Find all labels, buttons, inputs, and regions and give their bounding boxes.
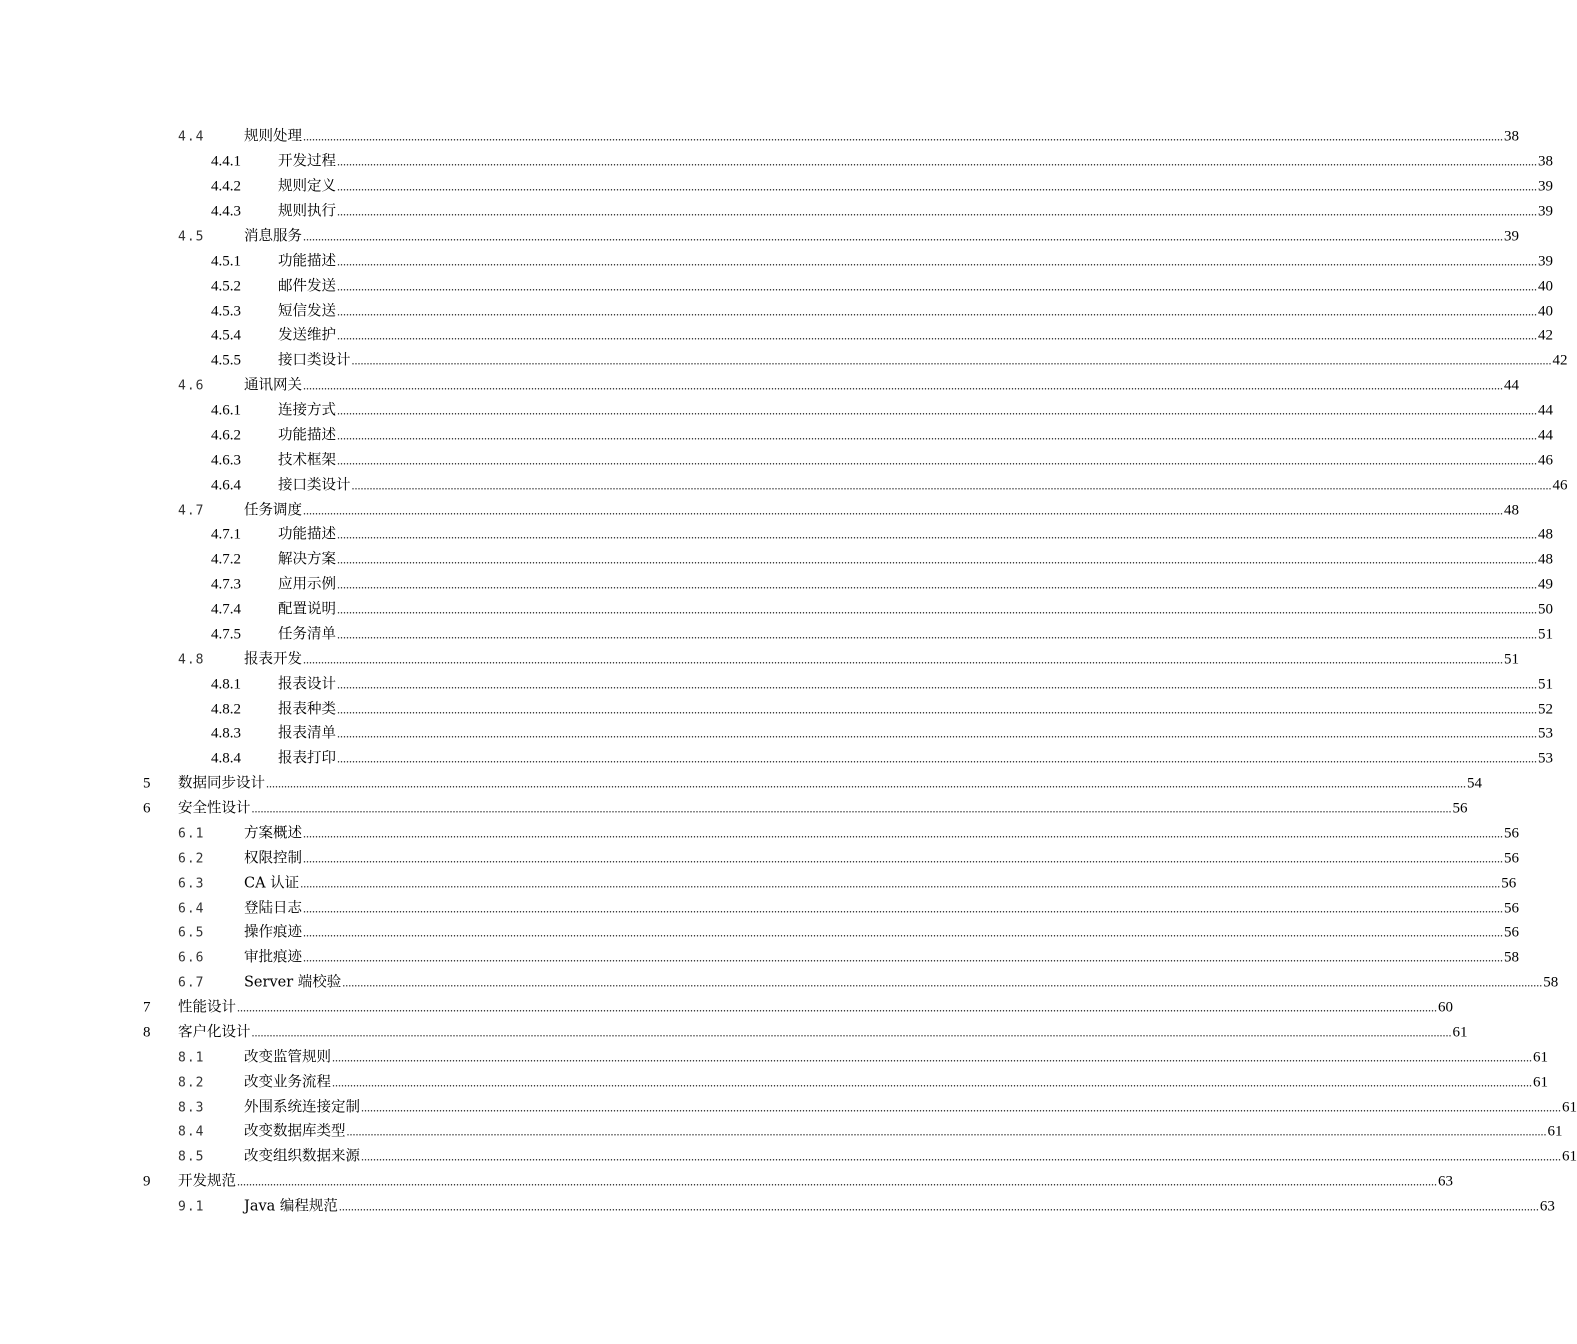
toc-entry-number: 4.6 — [178, 378, 205, 394]
toc-entry-number: 8.4 — [178, 1124, 205, 1140]
toc-entry-title: Java 编程规范 — [244, 1198, 338, 1215]
toc-entry[interactable] — [0, 225, 1519, 250]
dot-leader: ................................................................................................................................................................................................................................................................................................................................................................................................................ — [266, 776, 1466, 791]
toc-entry-page-number: 61 — [1547, 1123, 1563, 1140]
toc-entry[interactable] — [0, 424, 1553, 449]
toc-entry-number: 6.2 — [178, 851, 205, 867]
toc-entry-title: 连接方式 — [278, 402, 336, 419]
toc-entry-page-number: 46 — [1552, 477, 1568, 494]
toc-entry-number: 8 — [143, 1024, 151, 1041]
toc-entry-title: 开发过程 — [278, 153, 336, 170]
toc-entry[interactable] — [0, 871, 1517, 896]
toc-entry-number: 5 — [143, 775, 151, 792]
toc-entry-page-number: 39 — [1538, 253, 1553, 270]
dot-leader: ................................................................................................................................................................................................................................................................................................................................................................................................................ — [337, 179, 1537, 194]
dot-leader: ................................................................................................................................................................................................................................................................................................................................................................................................................ — [346, 1124, 1547, 1139]
dot-leader: ................................................................................................................................................................................................................................................................................................................................................................................................................ — [337, 254, 1537, 269]
toc-entry-number: 4.5.1 — [211, 253, 241, 270]
toc-entry[interactable] — [0, 249, 1553, 274]
toc-entry-page-number: 42 — [1552, 352, 1568, 369]
toc-entry-page-number: 49 — [1538, 576, 1553, 593]
toc-entry[interactable] — [0, 200, 1553, 225]
dot-leader: ................................................................................................................................................................................................................................................................................................................................................................................................................ — [337, 726, 1537, 741]
toc-entry-page-number: 53 — [1538, 750, 1553, 767]
toc-entry-title: 技术框架 — [278, 452, 336, 469]
toc-entry[interactable] — [0, 996, 1453, 1021]
toc-entry-page-number: 46 — [1538, 452, 1553, 469]
toc-entry-number: 4.5.4 — [211, 327, 241, 344]
toc-entry-title: 方案概述 — [244, 825, 302, 842]
toc-entry-page-number: 51 — [1538, 626, 1553, 643]
toc-entry-title: 解决方案 — [278, 551, 336, 568]
toc-entry[interactable] — [0, 1095, 1577, 1120]
toc-entry[interactable] — [0, 349, 1568, 374]
toc-entry-number: 6 — [143, 800, 151, 817]
toc-entry-number: 4.7.3 — [211, 576, 241, 593]
toc-entry-number: 7 — [143, 999, 151, 1016]
toc-entry-page-number: 38 — [1538, 153, 1553, 170]
dot-leader: ................................................................................................................................................................................................................................................................................................................................................................................................................ — [300, 876, 1501, 891]
toc-entry[interactable] — [0, 274, 1553, 299]
toc-entry[interactable] — [0, 573, 1553, 598]
toc-entry-title: 功能描述 — [278, 253, 336, 270]
toc-entry-number: 4.5.2 — [211, 278, 241, 295]
toc-entry-page-number: 39 — [1538, 203, 1553, 220]
toc-entry-title: 改变监管规则 — [244, 1049, 331, 1066]
toc-entry[interactable] — [0, 623, 1553, 648]
toc-entry-title: 报表种类 — [278, 701, 336, 718]
toc-entry[interactable] — [0, 498, 1519, 523]
toc-entry-page-number: 48 — [1538, 551, 1553, 568]
dot-leader: ................................................................................................................................................................................................................................................................................................................................................................................................................ — [337, 453, 1537, 468]
toc-entry-title: 规则执行 — [278, 203, 336, 220]
toc-entry-number: 4.5.3 — [211, 303, 241, 320]
toc-entry-title: 登陆日志 — [244, 900, 302, 917]
dot-leader: ................................................................................................................................................................................................................................................................................................................................................................................................................ — [337, 602, 1537, 617]
dot-leader: ................................................................................................................................................................................................................................................................................................................................................................................................................ — [303, 826, 1503, 841]
toc-entry-number: 4.8.2 — [211, 701, 241, 718]
toc-entry-title: Server 端校验 — [244, 974, 342, 991]
toc-entry-number: 4.6.4 — [211, 477, 241, 494]
toc-entry-title: 任务调度 — [244, 502, 302, 519]
toc-entry-title: 报表设计 — [278, 676, 336, 693]
dot-leader: ................................................................................................................................................................................................................................................................................................................................................................................................................ — [338, 1199, 1539, 1214]
toc-entry-title: 报表打印 — [278, 750, 336, 767]
toc-entry[interactable] — [0, 1195, 1555, 1220]
toc-entry-page-number: 61 — [1533, 1049, 1548, 1066]
toc-entry[interactable] — [0, 1120, 1563, 1145]
toc-entry-title: 审批痕迹 — [244, 949, 302, 966]
toc-entry-page-number: 56 — [1504, 900, 1519, 917]
toc-entry-title: 权限控制 — [244, 850, 302, 867]
toc-entry-number: 4.6.1 — [211, 402, 241, 419]
table-of-contents — [0, 125, 1577, 1220]
toc-entry-page-number: 56 — [1504, 825, 1519, 842]
toc-entry-number: 4.7.2 — [211, 551, 241, 568]
dot-leader: ................................................................................................................................................................................................................................................................................................................................................................................................................ — [303, 129, 1503, 144]
dot-leader: ................................................................................................................................................................................................................................................................................................................................................................................................................ — [251, 801, 1452, 816]
toc-entry-number: 4.4 — [178, 129, 205, 145]
dot-leader: ................................................................................................................................................................................................................................................................................................................................................................................................................ — [337, 204, 1537, 219]
toc-entry-page-number: 53 — [1538, 725, 1553, 742]
toc-entry[interactable] — [0, 846, 1519, 871]
toc-entry[interactable] — [0, 747, 1553, 772]
toc-entry-title: 客户化设计 — [178, 1024, 251, 1041]
dot-leader: ................................................................................................................................................................................................................................................................................................................................................................................................................ — [303, 851, 1503, 866]
toc-entry[interactable] — [0, 299, 1553, 324]
toc-entry[interactable] — [0, 448, 1553, 473]
toc-entry-number: 6.6 — [178, 950, 205, 966]
toc-entry-title: 规则定义 — [278, 178, 336, 195]
toc-entry-page-number: 61 — [1562, 1099, 1577, 1116]
dot-leader: ................................................................................................................................................................................................................................................................................................................................................................................................................ — [337, 577, 1537, 592]
toc-entry[interactable] — [0, 971, 1559, 996]
dot-leader: ................................................................................................................................................................................................................................................................................................................................................................................................................ — [337, 677, 1537, 692]
toc-entry-title: 数据同步设计 — [178, 775, 265, 792]
toc-entry-number: 4.7.4 — [211, 601, 241, 618]
toc-entry-title: 性能设计 — [178, 999, 236, 1016]
toc-entry-page-number: 42 — [1538, 327, 1553, 344]
toc-entry[interactable] — [0, 1021, 1468, 1046]
toc-entry-page-number: 48 — [1504, 502, 1519, 519]
dot-leader: ................................................................................................................................................................................................................................................................................................................................................................................................................ — [351, 478, 1552, 493]
dot-leader: ................................................................................................................................................................................................................................................................................................................................................................................................................ — [337, 702, 1537, 717]
dot-leader: ................................................................................................................................................................................................................................................................................................................................................................................................................ — [337, 627, 1537, 642]
dot-leader: ................................................................................................................................................................................................................................................................................................................................................................................................................ — [337, 403, 1537, 418]
toc-entry-title: 任务清单 — [278, 626, 336, 643]
toc-entry-page-number: 63 — [1539, 1198, 1555, 1215]
toc-entry-number: 6.5 — [178, 925, 205, 941]
toc-entry[interactable] — [0, 1045, 1548, 1070]
toc-entry-title: 应用示例 — [278, 576, 336, 593]
toc-entry-title: 短信发送 — [278, 303, 336, 320]
toc-entry-title: 规则处理 — [244, 128, 302, 145]
toc-entry-page-number: 44 — [1504, 377, 1519, 394]
toc-entry-number: 4.4.3 — [211, 203, 241, 220]
toc-entry-title: 外围系统连接定制 — [244, 1099, 360, 1116]
toc-entry-page-number: 44 — [1538, 402, 1553, 419]
toc-entry-number: 6.3 — [178, 876, 205, 892]
toc-entry-page-number: 39 — [1538, 178, 1553, 195]
toc-entry[interactable] — [0, 150, 1553, 175]
toc-entry-title: 消息服务 — [244, 228, 302, 245]
dot-leader: ................................................................................................................................................................................................................................................................................................................................................................................................................ — [361, 1100, 1561, 1115]
dot-leader: ................................................................................................................................................................................................................................................................................................................................................................................................................ — [337, 428, 1537, 443]
toc-entry[interactable] — [0, 1070, 1548, 1095]
dot-leader: ................................................................................................................................................................................................................................................................................................................................................................................................................ — [332, 1050, 1532, 1065]
toc-entry-page-number: 51 — [1538, 676, 1553, 693]
toc-entry-page-number: 58 — [1543, 974, 1559, 991]
toc-entry-page-number: 56 — [1452, 800, 1468, 817]
toc-entry-page-number: 38 — [1504, 128, 1519, 145]
dot-leader: ................................................................................................................................................................................................................................................................................................................................................................................................................ — [337, 154, 1537, 169]
toc-entry-page-number: 48 — [1538, 526, 1553, 543]
toc-entry[interactable] — [0, 473, 1568, 498]
toc-entry[interactable] — [0, 598, 1553, 623]
toc-entry-number: 4.4.2 — [211, 178, 241, 195]
toc-entry-title: 接口类设计 — [278, 352, 351, 369]
toc-entry-page-number: 56 — [1504, 850, 1519, 867]
dot-leader: ................................................................................................................................................................................................................................................................................................................................................................................................................ — [337, 527, 1537, 542]
dot-leader: ................................................................................................................................................................................................................................................................................................................................................................................................................ — [332, 1075, 1532, 1090]
toc-entry-number: 8.5 — [178, 1149, 205, 1165]
toc-entry-number: 9.1 — [178, 1199, 205, 1215]
toc-entry-page-number: 40 — [1538, 303, 1553, 320]
toc-entry[interactable] — [0, 125, 1519, 150]
toc-entry-page-number: 60 — [1438, 999, 1453, 1016]
toc-entry[interactable] — [0, 1170, 1453, 1195]
toc-entry-page-number: 56 — [1504, 924, 1519, 941]
toc-entry-number: 4.8.4 — [211, 750, 241, 767]
toc-entry-number: 4.5.5 — [211, 352, 241, 369]
toc-entry-title: 功能描述 — [278, 427, 336, 444]
toc-entry-title: 功能描述 — [278, 526, 336, 543]
toc-entry[interactable] — [0, 946, 1519, 971]
toc-entry[interactable] — [0, 175, 1553, 200]
dot-leader: ................................................................................................................................................................................................................................................................................................................................................................................................................ — [251, 1025, 1452, 1040]
toc-entry[interactable] — [0, 647, 1519, 672]
toc-entry[interactable] — [0, 374, 1519, 399]
toc-entry-page-number: 40 — [1538, 278, 1553, 295]
toc-entry-number: 8.1 — [178, 1050, 205, 1066]
toc-entry-page-number: 51 — [1504, 651, 1519, 668]
toc-entry-page-number: 52 — [1538, 701, 1553, 718]
toc-entry-page-number: 56 — [1501, 875, 1517, 892]
toc-entry-page-number: 61 — [1452, 1024, 1468, 1041]
toc-entry-title: 改变组织数据来源 — [244, 1148, 360, 1165]
toc-entry-page-number: 39 — [1504, 228, 1519, 245]
dot-leader: ................................................................................................................................................................................................................................................................................................................................................................................................................ — [237, 1000, 1437, 1015]
toc-entry-title: 配置说明 — [278, 601, 336, 618]
toc-entry[interactable] — [0, 697, 1553, 722]
toc-entry[interactable] — [0, 797, 1468, 822]
dot-leader: ................................................................................................................................................................................................................................................................................................................................................................................................................ — [303, 503, 1503, 518]
dot-leader: ................................................................................................................................................................................................................................................................................................................................................................................................................ — [337, 552, 1537, 567]
toc-entry-page-number: 54 — [1467, 775, 1482, 792]
toc-entry-number: 8.3 — [178, 1100, 205, 1116]
toc-entry-title: 安全性设计 — [178, 800, 251, 817]
toc-entry[interactable] — [0, 772, 1482, 797]
toc-entry-title: 报表开发 — [244, 651, 302, 668]
toc-entry-title: 报表清单 — [278, 725, 336, 742]
dot-leader: ................................................................................................................................................................................................................................................................................................................................................................................................................ — [337, 751, 1537, 766]
toc-entry-number: 4.7.1 — [211, 526, 241, 543]
toc-entry-number: 6.7 — [178, 975, 205, 991]
toc-entry-number: 6.1 — [178, 826, 205, 842]
toc-entry-page-number: 44 — [1538, 427, 1553, 444]
dot-leader: ................................................................................................................................................................................................................................................................................................................................................................................................................ — [303, 229, 1503, 244]
toc-entry[interactable] — [0, 672, 1553, 697]
dot-leader: ................................................................................................................................................................................................................................................................................................................................................................................................................ — [351, 353, 1552, 368]
dot-leader: ................................................................................................................................................................................................................................................................................................................................................................................................................ — [337, 304, 1537, 319]
toc-entry-title: 改变业务流程 — [244, 1074, 331, 1091]
toc-entry-title: 开发规范 — [178, 1173, 236, 1190]
toc-entry-page-number: 63 — [1438, 1173, 1453, 1190]
toc-entry-title: 通讯网关 — [244, 377, 302, 394]
dot-leader: ................................................................................................................................................................................................................................................................................................................................................................................................................ — [337, 279, 1537, 294]
toc-entry-title: 改变数据库类型 — [244, 1123, 346, 1140]
toc-entry[interactable] — [0, 822, 1519, 847]
toc-entry[interactable] — [0, 921, 1519, 946]
toc-entry[interactable] — [0, 548, 1553, 573]
dot-leader: ................................................................................................................................................................................................................................................................................................................................................................................................................ — [337, 328, 1537, 343]
toc-entry-title: CA 认证 — [244, 875, 300, 892]
toc-entry-number: 9 — [143, 1173, 151, 1190]
toc-entry-number: 4.4.1 — [211, 153, 241, 170]
toc-entry-title: 发送维护 — [278, 327, 336, 344]
dot-leader: ................................................................................................................................................................................................................................................................................................................................................................................................................ — [303, 378, 1503, 393]
toc-entry-number: 6.4 — [178, 901, 205, 917]
toc-entry[interactable] — [0, 1145, 1577, 1170]
toc-entry[interactable] — [0, 523, 1553, 548]
dot-leader: ................................................................................................................................................................................................................................................................................................................................................................................................................ — [303, 652, 1503, 667]
toc-entry-title: 邮件发送 — [278, 278, 336, 295]
dot-leader: ................................................................................................................................................................................................................................................................................................................................................................................................................ — [303, 925, 1503, 940]
toc-entry-number: 4.7.5 — [211, 626, 241, 643]
toc-entry-number: 4.8.3 — [211, 725, 241, 742]
toc-entry[interactable] — [0, 324, 1553, 349]
toc-entry-page-number: 61 — [1533, 1074, 1548, 1091]
toc-entry-page-number: 50 — [1538, 601, 1553, 618]
toc-entry-page-number: 61 — [1562, 1148, 1577, 1165]
toc-entry-number: 4.7 — [178, 503, 205, 519]
toc-entry-number: 4.6.3 — [211, 452, 241, 469]
toc-entry-title: 操作痕迹 — [244, 924, 302, 941]
toc-entry-title: 接口类设计 — [278, 477, 351, 494]
dot-leader: ................................................................................................................................................................................................................................................................................................................................................................................................................ — [303, 950, 1503, 965]
dot-leader: ................................................................................................................................................................................................................................................................................................................................................................................................................ — [237, 1174, 1437, 1189]
toc-entry-number: 4.6.2 — [211, 427, 241, 444]
dot-leader: ................................................................................................................................................................................................................................................................................................................................................................................................................ — [342, 975, 1543, 990]
toc-entry[interactable] — [0, 896, 1519, 921]
toc-entry-number: 4.8.1 — [211, 676, 241, 693]
toc-entry-number: 4.5 — [178, 229, 205, 245]
toc-entry-number: 8.2 — [178, 1075, 205, 1091]
toc-entry-number: 4.8 — [178, 652, 205, 668]
dot-leader: ................................................................................................................................................................................................................................................................................................................................................................................................................ — [303, 901, 1503, 916]
toc-entry-page-number: 58 — [1504, 949, 1519, 966]
toc-entry[interactable] — [0, 399, 1553, 424]
toc-entry[interactable] — [0, 722, 1553, 747]
dot-leader: ................................................................................................................................................................................................................................................................................................................................................................................................................ — [361, 1149, 1561, 1164]
